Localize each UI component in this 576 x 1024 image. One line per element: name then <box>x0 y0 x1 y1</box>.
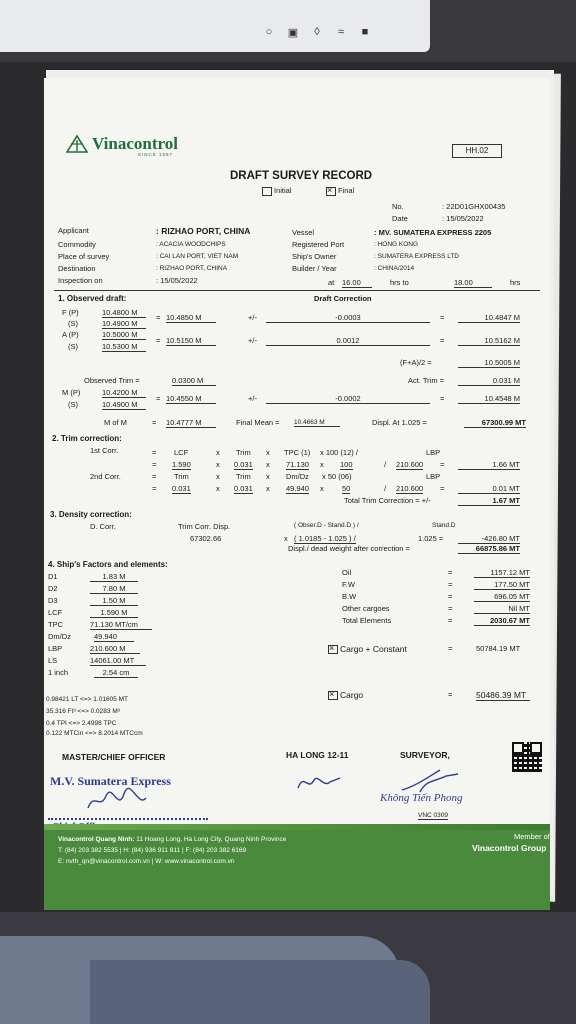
r1-lbp: 210.600 <box>396 460 424 469</box>
x: x <box>266 472 270 481</box>
qr-code-icon <box>512 742 542 772</box>
fp-value: 10.4800 M <box>102 308 146 318</box>
at-value: 16.00 <box>342 278 372 288</box>
inch-value: 2.54 cm <box>94 668 138 678</box>
h-lbp: LBP <box>426 448 441 457</box>
place-value: : CAI LAN PORT, VIET NAM <box>156 253 239 260</box>
r1-result: 1.66 MT <box>458 460 520 470</box>
surveyor-code: VNC 0309 <box>418 812 448 819</box>
density-result: -426.80 MT <box>458 534 520 544</box>
total-trim: 1.67 MT <box>458 496 520 506</box>
x: x <box>216 460 220 469</box>
r1-100: 100 <box>340 460 353 469</box>
f-result: 10.4847 M <box>458 313 520 323</box>
conversion-3: 0.4 TPI <=> 2.4998 TPC <box>46 720 117 727</box>
x: x <box>216 448 220 457</box>
hrs-label: hrs <box>510 278 521 287</box>
lcf-label: LCF <box>48 608 63 617</box>
final-checkbox[interactable] <box>326 186 354 196</box>
ap-value: 10.5000 M <box>102 330 146 340</box>
after-label: Displ./ dead weight after correction = <box>288 544 410 553</box>
date-label: Date <box>392 214 408 223</box>
act-trim-label: Act. Trim = <box>408 376 445 385</box>
date-value: : 15/05/2022 <box>442 214 484 223</box>
applicant-label: Applicant <box>58 226 89 235</box>
brand-name: Vinacontrol <box>92 134 178 153</box>
eq: = <box>440 484 445 493</box>
tpc-label: TPC <box>48 620 63 629</box>
after-value: 66875.86 MT <box>458 544 520 554</box>
no-value: : 22D01GHX00435 <box>442 202 506 211</box>
vessel-label: Vessel <box>292 228 315 237</box>
h2-trim: Trim <box>174 472 189 481</box>
eq: = <box>152 460 157 469</box>
eq: = <box>440 313 445 322</box>
wifi-icon[interactable]: ≈ <box>337 26 345 38</box>
footer-member: Member of <box>514 832 550 841</box>
h2-trim2: Trim <box>236 472 251 481</box>
final-mean: 10.4663 M <box>294 419 340 427</box>
builder-value: : CHINA/2014 <box>374 265 415 272</box>
surveyor-label: SURVEYOR, <box>400 750 450 760</box>
usb-icon[interactable]: ◊ <box>314 26 320 38</box>
fa2-value: 10.5005 M <box>458 358 520 368</box>
plus-minus: +/- <box>248 336 257 345</box>
commodity-label: Commodity <box>58 240 96 249</box>
commodity-value: : ACACIA WOODCHIPS <box>156 241 226 248</box>
master-label: MASTER/CHIEF OFFICER <box>62 752 166 762</box>
builder-label: Builder / Year <box>292 264 337 273</box>
footer-group: Vinacontrol Group <box>472 843 547 853</box>
footer-office: Vinacontrol Quang Ninh: <box>58 836 135 843</box>
form-code: HH.02 <box>452 144 502 158</box>
m-mean: 10.4550 M <box>166 394 216 404</box>
h-lcf: LCF <box>174 448 189 457</box>
fw-label: F.W <box>342 580 355 589</box>
ls-label: LS <box>48 656 58 665</box>
logo-mark-icon <box>66 135 88 153</box>
m-result: 10.4548 M <box>458 394 520 404</box>
no-label: No. <box>392 202 404 211</box>
system-tray <box>262 26 372 39</box>
d3-label: D3 <box>48 596 58 605</box>
total-elements: 2030.67 MT <box>474 616 530 626</box>
cargo-value: 50486.39 MT <box>476 690 530 701</box>
d-corr-label: D. Corr. <box>90 522 116 531</box>
owner-value: : SUMATERA EXPRESS LTD <box>374 253 460 260</box>
fp-label: F (P) <box>62 308 79 317</box>
eq: = <box>156 336 161 345</box>
lbp-label: LBP <box>48 644 63 653</box>
r1-tpc: 71.130 <box>286 460 309 469</box>
eq: = <box>152 418 157 427</box>
inch-label: 1 inch <box>48 668 69 677</box>
brand-since: SINCE 1957 <box>138 152 174 157</box>
cargo-constant-checkbox[interactable] <box>328 644 407 654</box>
obs-label: ( Obser.D - Stand.D ) / <box>294 522 359 529</box>
inspection-value: : 15/05/2022 <box>156 276 198 285</box>
r2-trim2: 0.031 <box>234 484 253 493</box>
bw-value: 696.05 MT <box>474 592 530 602</box>
place-date-label: HA LONG 12-11 <box>286 750 349 760</box>
d1-label: D1 <box>48 572 58 581</box>
total-elements-label: Total Elements <box>342 616 392 625</box>
battery-icon[interactable]: ▣ <box>287 27 299 39</box>
master-signature-icon <box>84 786 164 816</box>
place-label: Place of survey <box>58 252 110 261</box>
footer-email[interactable]: E: nvth_qn@vinacontrol.com.vn | W: www.vinacontrol.com.vn <box>58 858 235 865</box>
a-result: 10.5162 M <box>458 336 520 346</box>
as-label: (S) <box>68 342 78 351</box>
density-heading: 3. Density correction: <box>50 510 132 519</box>
d2-label: D2 <box>48 584 58 593</box>
trim-heading: 2. Trim correction: <box>52 434 122 443</box>
plus-minus: +/- <box>248 313 257 322</box>
lock-icon[interactable]: ■ <box>361 26 369 38</box>
stamp-name: M.V. Sumatera Express <box>50 774 171 788</box>
h2-lbp: LBP <box>426 472 441 481</box>
initial-checkbox[interactable] <box>262 186 292 196</box>
observed-heading: 1. Observed draft: <box>58 294 127 303</box>
f-mean: 10.4850 M <box>166 313 216 323</box>
eq: = <box>152 448 157 457</box>
fs-value: 10.4900 M <box>102 319 146 329</box>
x: x <box>266 448 270 457</box>
destination-label: Destination <box>58 264 96 273</box>
final-mean-label: Final Mean = <box>236 418 280 427</box>
cargo-checkbox[interactable] <box>328 690 363 700</box>
dmdz-value: 49.940 <box>94 632 134 642</box>
h-tpc: TPC (1) <box>284 448 311 457</box>
footer-address: 11 Hoang Long, Ha Long City, Quang Ninh Province <box>136 836 287 843</box>
applicant-value: : RIZHAO PORT, CHINA <box>156 226 251 236</box>
page-title: DRAFT SURVEY RECORD <box>230 170 373 182</box>
trim-disp: 67302.66 <box>190 534 222 543</box>
h-100: x 100 (12) / <box>320 448 358 457</box>
port-value: : HONG KONG <box>374 241 419 248</box>
h-trim: Trim <box>236 448 251 457</box>
oil-label: Oil <box>342 568 352 577</box>
bulb-icon[interactable]: ○ <box>265 26 273 38</box>
r2-50: 50 <box>342 484 351 493</box>
eq: = <box>152 472 157 481</box>
h2-50: x 50 (06) <box>322 472 352 481</box>
displ-label: Displ. At 1.025 = <box>372 418 427 427</box>
dmdz-label: Dm/Dz <box>48 632 71 641</box>
to-value: 18.00 <box>454 278 492 288</box>
as-value: 10.5300 M <box>102 342 146 352</box>
r1-trim: 0.031 <box>234 460 253 469</box>
footer-phone: T: (84) 203 382 5535 | H: (84) 936 911 811 | F: (84) 203 382 6169 <box>58 847 247 854</box>
obs-value: ( 1.0185 - 1.025 ) / <box>294 534 356 543</box>
r2-lbp: 210.600 <box>396 484 424 493</box>
final-label: Final <box>338 186 355 195</box>
x: x <box>320 460 324 469</box>
f-correction: -0.0003 <box>266 313 430 323</box>
eq: = <box>440 336 445 345</box>
ms-value: 10.4900 M <box>102 400 146 410</box>
lbp-value: 210.600 M <box>90 644 140 654</box>
h2-dmdz: Dm/Dz <box>286 472 309 481</box>
eq: = <box>440 394 445 403</box>
conversion-2: 35.316 Ft³ <=> 0.0283 M³ <box>46 708 120 715</box>
fa2-label: (F+A)/2 = <box>400 358 432 367</box>
total-trim-label: Total Trim Correction = +/- <box>344 496 431 505</box>
x: x <box>284 534 288 543</box>
eq: = <box>156 313 161 322</box>
ms-label: (S) <box>68 400 78 409</box>
r2-result: 0.01 MT <box>458 484 520 494</box>
second-corr-label: 2nd Corr. <box>90 472 121 481</box>
laptop-frame <box>0 0 576 62</box>
at-label: at <box>328 278 335 287</box>
port-label: Registered Port <box>292 240 345 249</box>
hrs-to-label: hrs to <box>390 278 409 287</box>
stamp-divider <box>48 818 208 820</box>
observed-trim: 0.0300 M <box>172 376 216 386</box>
r1-lcf: 1.590 <box>172 460 191 469</box>
x: x <box>216 484 220 493</box>
x: x <box>266 484 270 493</box>
mofm-label: M of M <box>104 418 127 427</box>
d3-value: 1.50 M <box>90 596 138 606</box>
displ-value: 67300.99 MT <box>464 418 526 428</box>
stand-value: 1.025 = <box>418 534 444 543</box>
other-label: Other cargoes <box>342 604 390 613</box>
plus-minus: +/- <box>248 394 257 403</box>
m-correction: -0.0002 <box>266 394 430 404</box>
draft-survey-document: Vinacontrol SINCE 1957 HH.02 DRAFT SURVEY RECORD Initial × Final No. : 22D01GHX00435 Date : 15/05/2022 Applicant : RIZHAO PORT, CHINA Commodity : ACACIA WOODCHIPS Place of survey : CAI LAN PORT, VIET NAM Destination : RIZHAO PORT, CHINA Inspection on : 15/05/2022 Vessel : MV. SUMATERA EXPRESS 2205 Registered Port : HONG KONG Ship's Owner : SUMATERA EXPRESS LTD Builder / Year : CHINA/2014 at 16.00 hrs to 18.00 hrs 1. Observed draft: Draft Correction F (P) 10.4800 M (S) 10.4900 M = 10.4850 M +/- -0.0003 = 10.4847 M A (P) 10.5000 M (S) 10.5300 M = 10.5150 M +/- 0.0012 = 10.5162 M (F+A)/2 = 10.5005 M Observed Trim = 0.0300 M Act. Trim = 0.031 M M (P) 10.4200 M (S) 10.4900 M = 10.4550 M +/- -0.0002 = 10.4548 M M of M = 10.4777 M Final Mean = 10.4663 M Displ. At 1.025 = 67300.99 MT 2. Trim correction: 1st Corr. = LCF x Trim x TPC (1) x 100 (12) / LBP = 1.590 x 0.031 x 71.130 x 100 / 210.600 = 1.66 MT 2nd Corr. = Trim x Trim x Dm/Dz x 50 (06) LBP = 0.031 x 0.031 x 49.940 x 50 / 210.600 = 0.01 MT Total Trim Correction = +/- 1.67 MT 3. Density correction: D. Corr. Trim Corr. Disp. 67302.66 x ( Obser.D - Stand.D ) / Stand.D ( 1.0185 - 1.025 ) / 1.025 = -426.80 MT Displ./ dead weight after correction = 66875.86 MT 4. Ship's Factors and elements: D1 1.83 M D2 7.80 M D3 1.50 M LCF 1.590 M TPC 71.130 MT/cm Dm/Dz 49.940 LBP 210.600 M LS 14061.00 MT 1 inch 2.54 cm Oil 1157.12 MT F.W 177.50 MT B.W 696.05 MT Other cargoes Nil MT Total Elements 2030.67 MT = = = = = ×Cargo + Constant = 50784.19 MT ×Cargo = 50486.39 MT 0.98421 LT <=> 1.01605 MT 35.316 Ft³ <=> 0.0283 M³ 0.4 TPI <=> 2.4998 TPC 0.122 MTCin <=> 8.2014 MTCcm MASTER/CHIEF OFFICER M.V. Sumatera Express HA LONG 12-11 SURVEYOR, Không Tiến Phong VNC 0309 Vinacontrol Quang Ninh: 11 Hoang Long, Ha Long City, Quang Ninh Province T: (84) 203 382 5535 | H: (84) 936 911 811 | F: (84) 203 382 6169 E: nvth_qn@vinacontrol.com.vn | W: www.vinacontrol.com.vn Member of Vinacontrol Group <box>44 78 550 910</box>
r2-trim: 0.031 <box>172 484 191 493</box>
cargo-constant-value: 50784.19 MT <box>476 644 521 653</box>
laptop-screen <box>0 0 430 52</box>
initial-label: Initial <box>274 186 292 195</box>
owner-label: Ship's Owner <box>292 252 337 261</box>
other-value: Nil MT <box>474 604 530 614</box>
stand-label: Stand.D <box>432 522 456 529</box>
correction-heading: Draft Correction <box>314 294 372 303</box>
act-trim: 0.031 M <box>458 376 520 386</box>
conversion-1: 0.98421 LT <=> 1.01605 MT <box>46 696 128 703</box>
d1-value: 1.83 M <box>90 572 138 582</box>
fw-value: 177.50 MT <box>474 580 530 590</box>
first-corr-label: 1st Corr. <box>90 446 119 455</box>
mp-value: 10.4200 M <box>102 388 146 398</box>
conversion-4: 0.122 MTCin <=> 8.2014 MTCcm <box>46 730 143 737</box>
cargo-constant-label: Cargo + Constant <box>340 644 407 654</box>
footer <box>44 830 550 910</box>
ls-value: 14061.00 MT <box>90 656 146 666</box>
x: x <box>320 484 324 493</box>
d2-value: 7.80 M <box>90 584 138 594</box>
a-correction: 0.0012 <box>266 336 430 346</box>
eq: = <box>156 394 161 403</box>
inspection-label: Inspection on <box>58 276 103 285</box>
x: x <box>266 460 270 469</box>
sleeve-background <box>90 960 430 1024</box>
oil-value: 1157.12 MT <box>474 568 530 578</box>
r2-dmdz: 49.940 <box>286 484 309 493</box>
section-divider <box>54 290 540 291</box>
vinacontrol-logo <box>66 134 178 154</box>
a-mean: 10.5150 M <box>166 336 216 346</box>
bw-label: B.W <box>342 592 357 601</box>
vessel-value: : MV. SUMATERA EXPRESS 2205 <box>374 228 492 237</box>
eq: = <box>152 484 157 493</box>
factors-heading: 4. Ship's Factors and elements: <box>48 560 168 569</box>
eq: = <box>440 460 445 469</box>
cargo-label: Cargo <box>340 690 364 700</box>
destination-value: : RIZHAO PORT, CHINA <box>156 265 228 272</box>
ap-label: A (P) <box>62 330 79 339</box>
observed-trim-label: Observed Trim = <box>84 376 140 385</box>
fs-label: (S) <box>68 319 78 328</box>
x: x <box>216 472 220 481</box>
tpc-value: 71.130 MT/cm <box>90 620 152 630</box>
mofm-value: 10.4777 M <box>166 418 216 428</box>
trim-disp-label: Trim Corr. Disp. <box>178 522 231 531</box>
mp-label: M (P) <box>62 388 81 397</box>
officer-signature-icon <box>294 768 344 796</box>
lcf-value: 1.590 M <box>90 608 138 618</box>
surveyor-name: Không Tiến Phong <box>380 792 463 804</box>
